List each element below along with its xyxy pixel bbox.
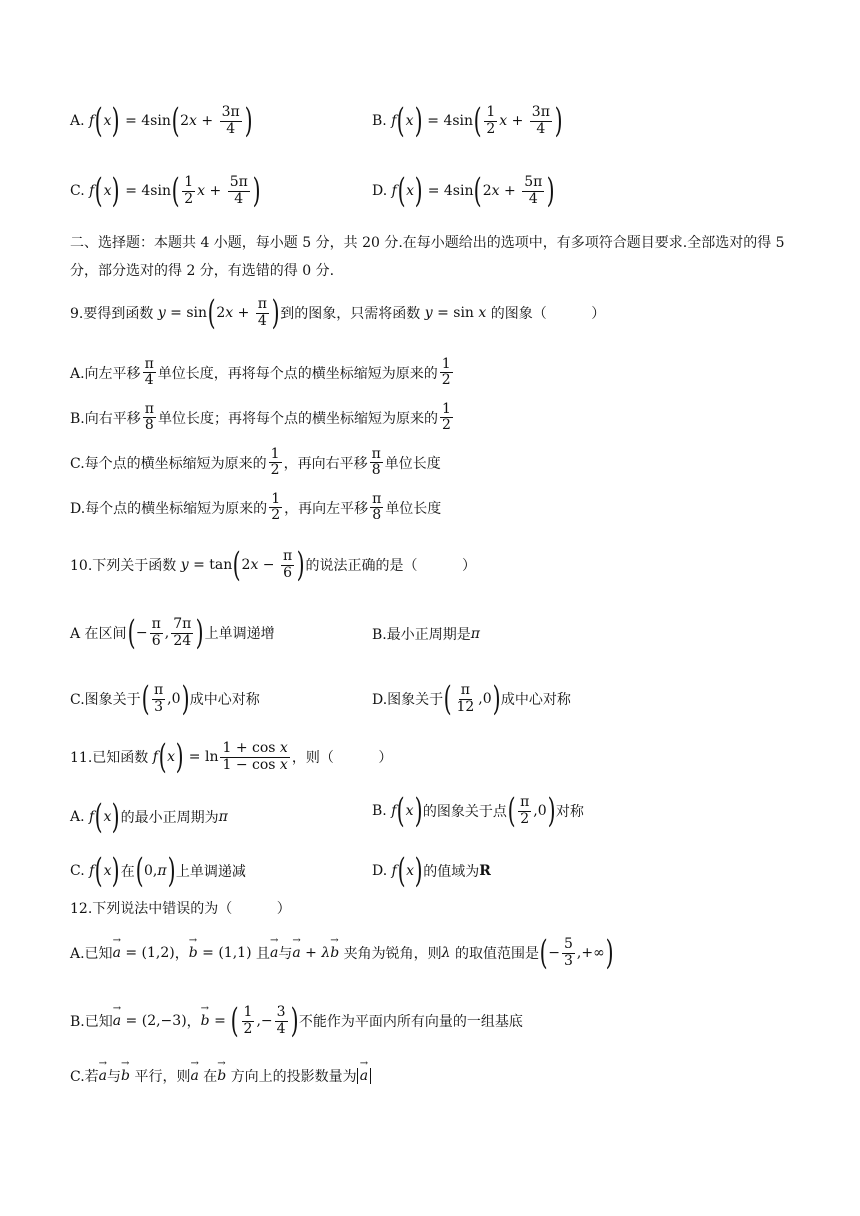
q9-c-mid: ，再向右平移	[283, 455, 368, 472]
q8-option-b: B. f ( x ) = 4sin ( $\frac{1}{2}$ x + $\frac{3\pi}{4}$ )	[372, 101, 563, 141]
q10-option-a: A 在区间 ( − $\frac{\pi}{6}$ , $\frac{7\pi}{24}$ ) 上单调递增	[70, 613, 275, 653]
q11-stem-post: ，则（ ）	[291, 750, 393, 766]
q12-b-post: 不能作为平面内所有向量的一组基底	[298, 1014, 523, 1030]
q12-a-pre: A.已知	[70, 946, 113, 962]
q12-c-post: 方向上的投影数量为	[230, 1069, 357, 1085]
q9-stem-mid: 到的图象，只需将函数	[280, 306, 421, 322]
q10-c-post: 成中心对称	[189, 692, 260, 708]
q12-b-mid: ，	[186, 1014, 201, 1030]
q12-a-mid2: 且	[256, 946, 270, 962]
q9-a-pre: A.向左平移	[70, 365, 141, 382]
q10-stem: 10.下列关于函数 y = tan ( 2 x − $\frac{\pi}{6}$ ) 的说法正确的是（ ）	[70, 545, 476, 585]
q11-b-tail: 对称	[555, 804, 584, 820]
q12-a-mid5: 的取值范围是	[454, 946, 539, 962]
q9-d-mid: ，再向左平移	[284, 500, 369, 517]
option-label: A.	[70, 113, 85, 129]
q9-stem-pre: 9.要得到函数	[70, 306, 154, 322]
q11-a-post: 的最小正周期为	[120, 810, 219, 826]
q8-option-d: D. f ( x ) = 4sin ( 2 x + $\frac{5\pi}{4}$ )	[372, 171, 555, 211]
q12-c-mid1: 与	[107, 1069, 122, 1085]
q11-c-post: 上单调递减	[175, 864, 246, 880]
q11-stem-pre: 11.已知函数	[70, 750, 149, 766]
q9-c-post: 单位长度	[384, 455, 441, 472]
q11-d-post: 的值域为	[423, 864, 480, 880]
q9-option-a: A.向左平移 $\frac{\pi}{4}$ 单位长度，再将每个点的横坐标缩短为原来的 $\frac{1}{2}$	[70, 356, 451, 389]
q10-d-post: 成中心对称	[500, 692, 571, 708]
q8-option-a: A. f ( x ) = 4sin ( 2 x + $\frac{3\pi}{4}$ )	[70, 101, 253, 141]
q12-c-mid3: 在	[203, 1069, 218, 1085]
q12-option-a: A.已知 → a = (1,2) ， → b = (1,1) 且 → a 与 → a + λ → b 夹角为锐角，则 λ 的取值范围是 ( − $\frac{5}{3}$ ,+∞ )	[70, 936, 820, 970]
option-label: B.	[372, 113, 387, 129]
q9-d-pre: D.每个点的横坐标缩短为原来的	[70, 500, 268, 517]
q9-option-c: C.每个点的横坐标缩短为原来的 $\frac{1}{2}$ ，再向右平移 $\frac{\pi}{8}$ 单位长度	[70, 446, 441, 479]
q10-c-pre: C.图象关于	[70, 692, 141, 708]
q10-option-b: B.最小正周期是 π	[372, 626, 480, 643]
q12-option-c: C.若 → a 与 → b 平行，则 → a 在 → b 方向上的投影数量为 → a	[70, 1066, 820, 1086]
q9-c-pre: C.每个点的横坐标缩短为原来的	[70, 455, 267, 472]
q9-stem-post: 的图象（ ）	[490, 306, 606, 322]
q11-option-c: C. f ( x ) 在 ( 0, π ) 上单调递减	[70, 851, 246, 891]
q9-stem: 9.要得到函数 y = sin ( 2 x + $\frac{\pi}{4}$ ) 到的图象，只需将函数 y = sin x 的图象（ ）	[70, 293, 606, 333]
q11-c-mid: 在	[120, 864, 135, 880]
option-label: D.	[372, 183, 388, 199]
q10-a-pre: A 在区间	[70, 626, 127, 642]
q12-a-mid1: ，	[174, 946, 189, 962]
q11-stem: 11.已知函数 f ( x ) = ln $\frac{\text{1 + cos x}}{\text{1 − cos x}}$ ，则（ ）	[70, 737, 393, 777]
q12-stem	[70, 898, 820, 918]
q12-c-pre: C.若	[70, 1069, 99, 1085]
section-2-heading: 二、选择题：本题共 4 小题，每小题 5 分，共 20 分.在每小题给出的选项中，有多项符合题目要求.全部选对的得 5 分，部分选对的得 2 分，有选错的得 0 分.	[70, 235, 785, 279]
q12-a-mid3: 与	[278, 946, 293, 962]
q12-option-b: B.已知 → a = (2,−3) ， → b = ( $\frac{1}{2}$ ,− $\frac{3}{4}$ ) 不能作为平面内所有向量的一组基底	[70, 1004, 820, 1038]
q12-b-pre: B.已知	[70, 1014, 113, 1030]
q12-c-mid2: 平行，则	[134, 1069, 191, 1085]
q10-option-d: D.图象关于 ( $\frac{\pi}{12}$ ,0 ) 成中心对称	[372, 679, 571, 719]
q10-a-post: 上单调递增	[204, 626, 275, 642]
q11-b-post: 的图象关于点	[422, 804, 507, 820]
q9-option-d: D.每个点的横坐标缩短为原来的 $\frac{1}{2}$ ，再向左平移 $\frac{\pi}{8}$ 单位长度	[70, 491, 442, 524]
q8-option-c: C. f ( x ) = 4sin ( $\frac{1}{2}$ x + $\frac{5\pi}{4}$ )	[70, 171, 261, 211]
q10-stem-pre: 10.下列关于函数	[70, 558, 177, 574]
q11-option-a: A. f ( x ) 的最小正周期为 π	[70, 797, 228, 837]
q9-b-mid: 单位长度；再将每个点的横坐标缩短为原来的	[157, 410, 438, 427]
option-label: C.	[70, 183, 85, 199]
q12-stem-text: 12.下列说法中错误的为（ ）	[70, 901, 291, 917]
q10-d-pre: D.图象关于	[372, 692, 444, 708]
q9-a-mid: 单位长度，再将每个点的横坐标缩短为原来的	[157, 365, 438, 382]
q9-d-post: 单位长度	[385, 500, 442, 517]
q10-stem-post: 的说法正确的是（ ）	[305, 558, 476, 574]
q12-a-mid4: 夹角为锐角，则	[343, 946, 442, 962]
q11-option-d: D. f ( x ) 的值域为 R	[372, 851, 491, 891]
q11-option-b: B. f ( x ) 的图象关于点 ( $\frac{\pi}{2}$ ,0 ) 对称	[372, 791, 584, 831]
q10-b-text: B.最小正周期是	[372, 627, 471, 643]
q9-option-b: B.向右平移 $\frac{\pi}{8}$ 单位长度；再将每个点的横坐标缩短为原来的 $\frac{1}{2}$	[70, 401, 451, 434]
q9-b-pre: B.向右平移	[70, 410, 141, 427]
q10-option-c: C.图象关于 ( $\frac{\pi}{3}$ ,0 ) 成中心对称	[70, 679, 260, 719]
